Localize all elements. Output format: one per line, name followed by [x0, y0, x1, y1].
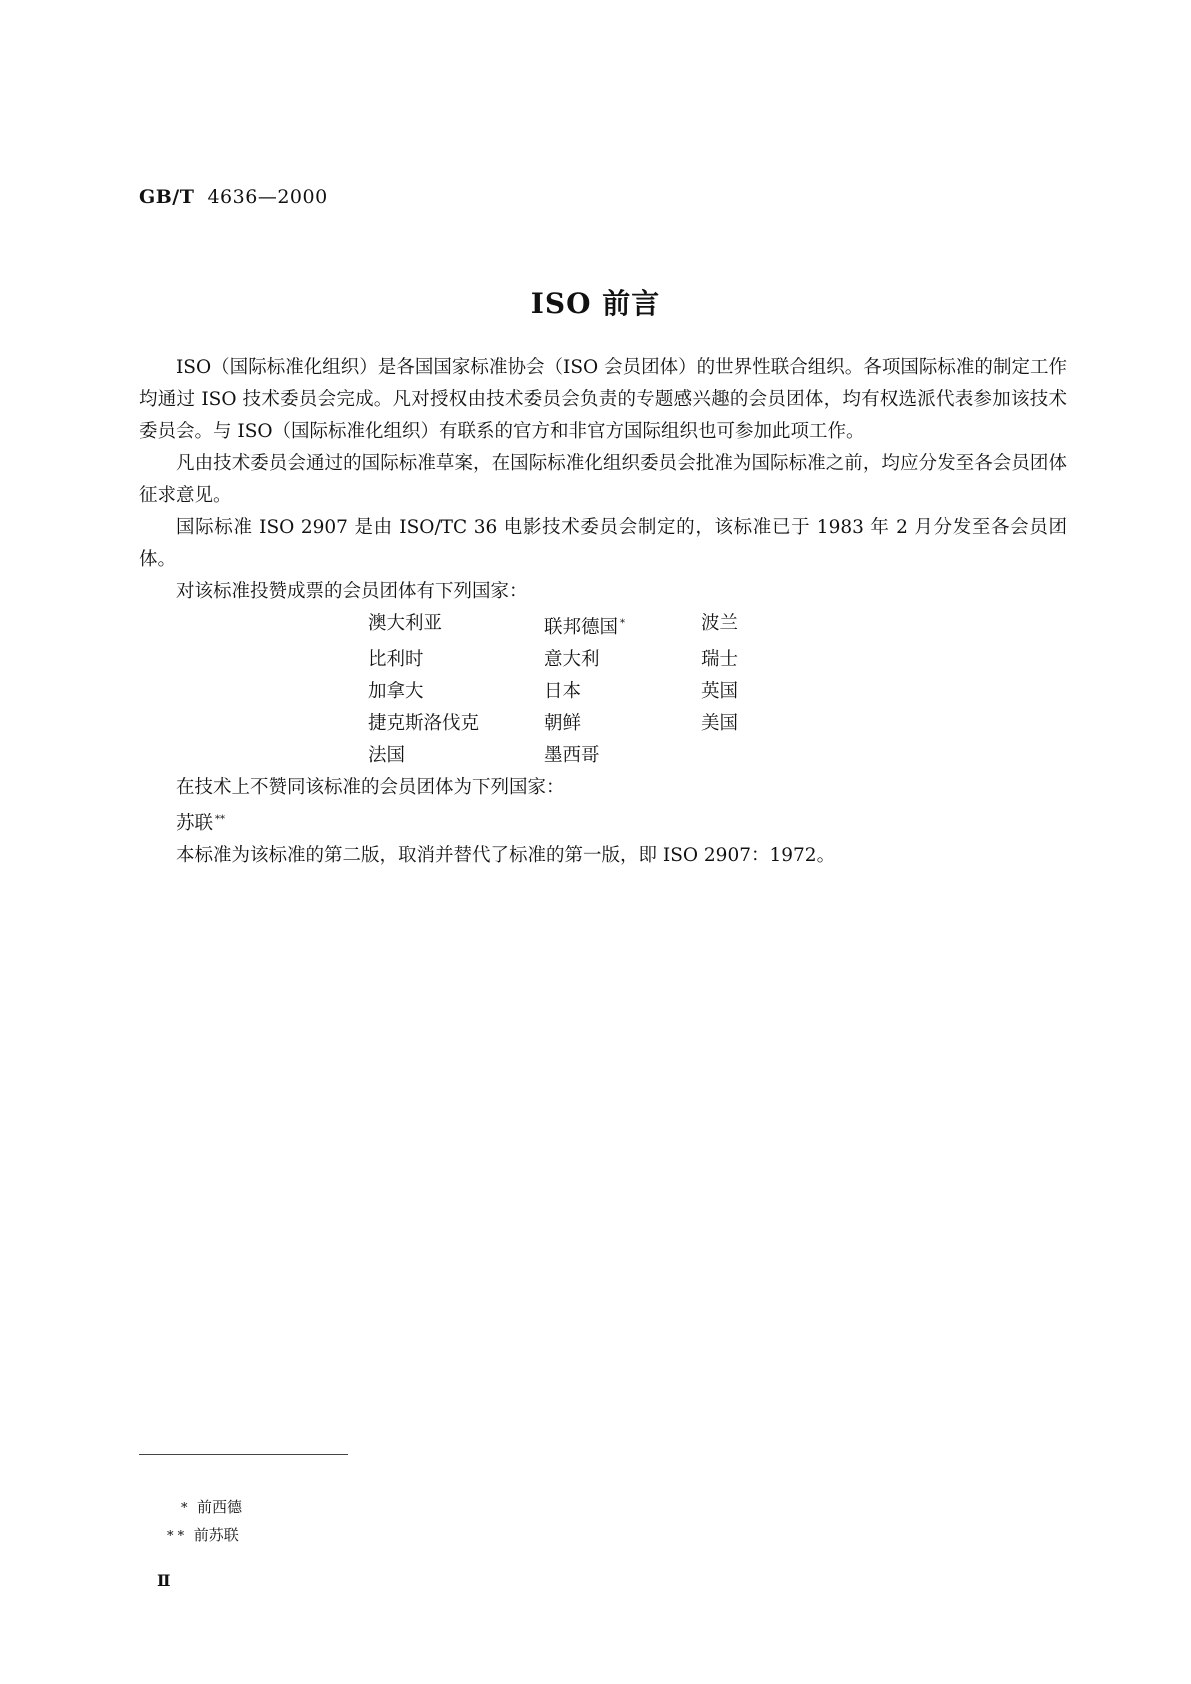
standard-header: [139, 186, 328, 208]
country-cell: 澳大利亚: [368, 613, 443, 634]
country-cell: [544, 608, 701, 644]
country-cell: 墨西哥: [544, 745, 600, 767]
paragraph-iso2907: 国际标准 ISO 2907 是由 ISO/TC 36 电影技术委员会制定的，该标准已于 1983 年 2 月分发至各会员团体。: [139, 517, 1067, 570]
country-cell: 日本: [544, 681, 582, 703]
disapprove-country-line: [139, 804, 1067, 840]
country-cell: 瑞士: [701, 649, 739, 671]
footnote: [181, 1496, 242, 1517]
document-body: [139, 352, 1067, 872]
footnote-text: 前西德: [197, 1498, 243, 1516]
country-cell: 美国: [701, 713, 739, 735]
country-cell: 比利时: [368, 649, 424, 671]
paragraph-draft-circulation: 凡由技术委员会通过的国际标准草案，在国际标准化组织委员会批准为国际标准之前，均应分发至各会员团体征求意见。: [139, 453, 1067, 506]
country-row: [368, 708, 781, 740]
country-row: [368, 676, 781, 708]
country-cell: 加拿大: [368, 681, 424, 703]
country-cell: 英国: [701, 681, 739, 703]
page-title: ISO 前言: [530, 287, 661, 320]
paragraph-iso-intro: ISO（国际标准化组织）是各国国家标准协会（ISO 会员团体）的世界性联合组织。各项国际标准的制定工作均通过 ISO 技术委员会完成。凡对授权由技术委员会负责的专题感兴趣的会员团体，均有权选派代表参加该技术委员会。与 ISO（国际标准化组织）有联系的官方和非官方国际组织也可参加此项工作。: [139, 357, 1067, 442]
country-row: [368, 740, 781, 772]
country-name: 苏联: [176, 813, 214, 835]
footnote-divider: [139, 1454, 348, 1455]
country-cell: 朝鲜: [544, 713, 582, 735]
approving-countries-table: [368, 608, 781, 772]
country-row: [368, 644, 781, 676]
edition-note: 本标准为该标准的第二版，取消并替代了标准的第一版，即 ISO 2907：1972。: [176, 845, 836, 867]
country-row: [368, 608, 781, 644]
country-cell: [701, 740, 781, 772]
footnote-text: 前苏联: [193, 1526, 239, 1544]
country-cell: 捷克斯洛伐克: [368, 713, 480, 735]
approve-intro: 对该标准投赞成票的会员团体有下列国家：: [176, 581, 528, 602]
page-number: Ⅱ: [157, 1571, 171, 1590]
footnote: [167, 1524, 239, 1545]
standard-number: 4636—2000: [207, 186, 328, 208]
country-name: 联邦德国: [544, 617, 619, 639]
country-cell: 意大利: [544, 649, 600, 671]
country-cell: 波兰: [701, 613, 739, 634]
footnote-mark: *: [620, 618, 626, 629]
footnote-mark: * *: [167, 1529, 185, 1544]
disapprove-intro: 在技术上不赞同该标准的会员团体为下列国家：: [176, 777, 565, 799]
standard-prefix: GB/T: [139, 186, 195, 208]
country-cell: 法国: [368, 745, 406, 767]
footnote-mark: **: [215, 814, 226, 826]
footnote-mark: *: [181, 1501, 188, 1516]
